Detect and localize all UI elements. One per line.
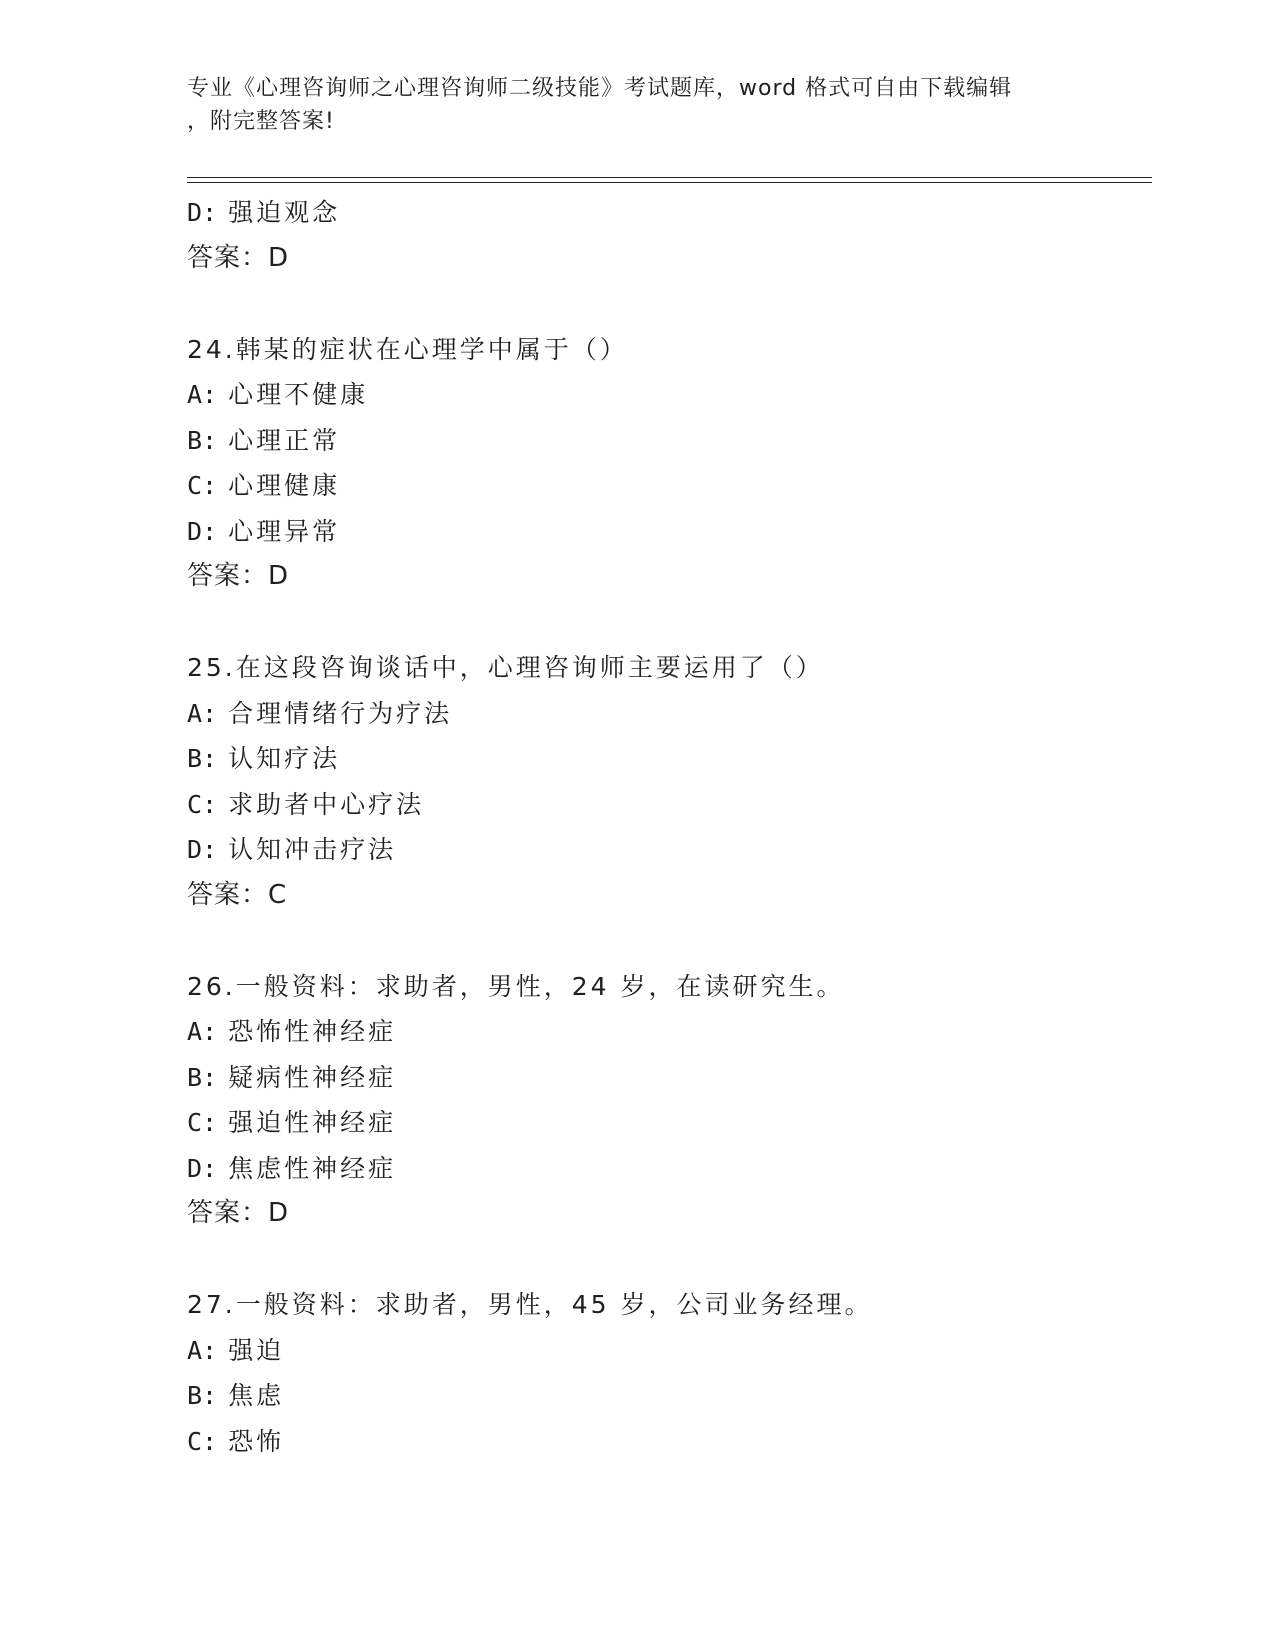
- spacer: [187, 1237, 1147, 1283]
- option-key: D:: [187, 198, 218, 227]
- option-line: [187, 1373, 1147, 1419]
- option-text: 恐怖: [228, 1426, 285, 1456]
- option-line: [187, 372, 1147, 418]
- option-line: [187, 1009, 1147, 1055]
- option-text: 焦虑: [228, 1381, 285, 1410]
- option-text: 心理健康: [228, 471, 341, 500]
- option-line: [187, 1328, 1147, 1374]
- question-24: [187, 327, 1147, 600]
- option-key: B:: [187, 744, 218, 773]
- option-line: [187, 1419, 1147, 1465]
- spacer: [187, 918, 1147, 964]
- option-key: A:: [187, 1335, 218, 1365]
- option-text: 认知疗法: [228, 744, 341, 773]
- option-text: 心理异常: [228, 516, 341, 546]
- option-line: [187, 736, 1147, 782]
- option-key: D:: [187, 1153, 218, 1183]
- question-stem: 24.韩某的症状在心理学中属于（）: [187, 334, 628, 364]
- option-key: A:: [187, 1017, 218, 1046]
- option-text: 合理情绪行为疗法: [228, 698, 453, 728]
- answer-line: 答案：C: [187, 879, 288, 910]
- option-text: 恐怖性神经症: [228, 1017, 397, 1046]
- question-27: [187, 1282, 1147, 1464]
- option-line: [187, 1100, 1147, 1146]
- option-key: B:: [187, 1381, 218, 1410]
- question-stem: 26.一般资料：求助者，男性，24 岁，在读研究生。: [187, 971, 845, 1001]
- option-line: [187, 782, 1147, 828]
- answer-line: 答案：D: [187, 1198, 290, 1228]
- header-divider-top: [187, 177, 1152, 178]
- option-text: 焦虑性神经症: [228, 1153, 397, 1183]
- option-text: 心理不健康: [228, 380, 369, 409]
- question-stem: 27.一般资料：求助者，男性，45 岁，公司业务经理。: [187, 1290, 873, 1319]
- option-key: A:: [187, 698, 218, 728]
- question-25: [187, 645, 1147, 918]
- question-26: [187, 964, 1147, 1237]
- option-text: 疑病性神经症: [228, 1062, 397, 1092]
- option-key: B:: [187, 1062, 218, 1092]
- document-header: [187, 72, 1087, 138]
- option-line: [187, 827, 1147, 873]
- option-text: 求助者中心疗法: [228, 789, 425, 819]
- option-key: D:: [187, 516, 218, 546]
- header-line-2: ，附完整答案!: [187, 109, 335, 134]
- answer-line: 答案：D: [187, 561, 290, 591]
- option-line: [187, 1146, 1147, 1192]
- option-line: [187, 509, 1147, 555]
- option-line: [187, 691, 1147, 737]
- question-list: [187, 190, 1147, 1464]
- option-key: C:: [187, 789, 218, 819]
- option-key: C:: [187, 1426, 218, 1456]
- option-text: 强迫观念: [228, 198, 341, 227]
- question-fragment: [187, 190, 1147, 281]
- option-key: C:: [187, 1108, 218, 1137]
- option-text: 强迫性神经症: [228, 1108, 397, 1137]
- option-line: [187, 418, 1147, 464]
- spacer: [187, 600, 1147, 646]
- header-divider-bottom: [187, 182, 1152, 183]
- option-line: [187, 1055, 1147, 1101]
- header-line-1: 专业《心理咨询师之心理咨询师二级技能》考试题库，word 格式可自由下载编辑: [187, 76, 1013, 101]
- option-key: A:: [187, 380, 218, 409]
- option-text: 心理正常: [228, 425, 341, 455]
- question-stem: 25.在这段咨询谈话中，心理咨询师主要运用了（）: [187, 653, 824, 682]
- option-key: D:: [187, 835, 218, 864]
- option-text: 强迫: [228, 1335, 285, 1365]
- answer-line: 答案：D: [187, 242, 290, 273]
- option-line: [187, 190, 1147, 236]
- option-text: 认知冲击疗法: [228, 835, 397, 864]
- option-key: B:: [187, 425, 218, 455]
- option-line: [187, 463, 1147, 509]
- spacer: [187, 281, 1147, 327]
- option-key: C:: [187, 471, 218, 500]
